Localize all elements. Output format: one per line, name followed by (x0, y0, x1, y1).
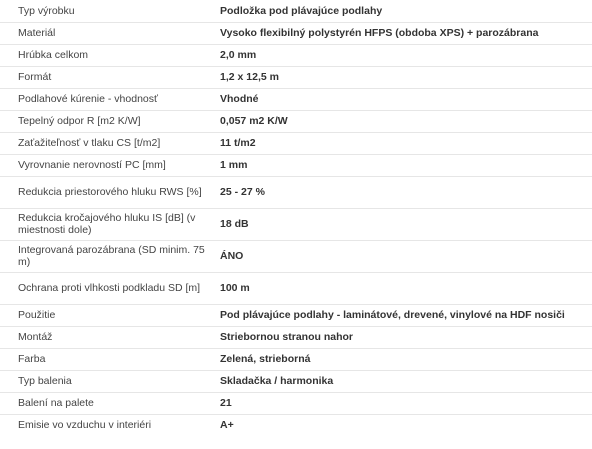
spec-value: 1,2 x 12,5 m (220, 66, 592, 88)
spec-row-material (0, 22, 592, 44)
spec-value: 11 t/m2 (220, 132, 592, 154)
spec-value: 100 m (220, 272, 592, 304)
spec-row-zatazitelnost (0, 132, 592, 154)
spec-row-typ-balenia (0, 370, 592, 392)
spec-label: Typ výrobku (0, 0, 220, 22)
spec-label: Hrúbka celkom (0, 44, 220, 66)
spec-row-vyrovnanie (0, 154, 592, 176)
spec-label: Farba (0, 348, 220, 370)
spec-row-montaz (0, 326, 592, 348)
spec-value: 0,057 m2 K/W (220, 110, 592, 132)
spec-value: Pod plávajúce podlahy - laminátové, drevené, vinylové na HDF nosiči (220, 304, 592, 326)
spec-row-emisie (0, 414, 592, 436)
spec-row-ochrana-vlhkost (0, 272, 592, 304)
spec-value: A+ (220, 419, 234, 432)
spec-row-redukcia-priestoroveho (0, 176, 592, 208)
spec-row-redukcia-krocajoveho (0, 208, 592, 240)
spec-label: Typ balenia (0, 370, 220, 392)
spec-label: Integrovaná parozábrana (SD minim. 75 m) (0, 240, 220, 272)
spec-label: Podlahové kúrenie - vhodnosť (0, 88, 220, 110)
spec-label: Materiál (0, 22, 220, 44)
spec-row-tepelny-odpor (0, 110, 592, 132)
spec-value: Vysoko flexibilný polystyrén HFPS (obdoba XPS) + parozábrana (220, 22, 592, 44)
spec-label: Vyrovnanie nerovností PC [mm] (0, 154, 220, 176)
spec-row-podlahove-kurenie (0, 88, 592, 110)
spec-label: Použitie (0, 304, 220, 326)
spec-row-hrubka (0, 44, 592, 66)
spec-value: Skladačka / harmonika (220, 370, 592, 392)
spec-row-typ-vyrobku (0, 0, 592, 22)
spec-label: Emisie vo vzduchu v interiéri (18, 419, 152, 432)
spec-label: Zaťažiteľnosť v tlaku CS [t/m2] (0, 132, 220, 154)
spec-label: Redukcia kročajového hluku IS [dB] (v miestnosti dole) (0, 208, 220, 240)
spec-label: Formát (0, 66, 220, 88)
spec-row-pouzitie (0, 304, 592, 326)
spec-row-format (0, 66, 592, 88)
spec-row-parozabrana (0, 240, 592, 272)
spec-label: Tepelný odpor R [m2 K/W] (0, 110, 220, 132)
spec-label: Redukcia priestorového hluku RWS [%] (0, 176, 220, 208)
spec-value: 18 dB (220, 208, 592, 240)
spec-row-balenie-paleta (0, 392, 592, 414)
spec-value: Striebornou stranou nahor (220, 326, 592, 348)
spec-label: Balení na palete (0, 392, 220, 414)
spec-label: Ochrana proti vlhkosti podkladu SD [m] (0, 272, 220, 304)
spec-value: Podložka pod plávajúce podlahy (220, 0, 592, 22)
spec-row-farba (0, 348, 592, 370)
spec-value: Vhodné (220, 88, 592, 110)
spec-value: 1 mm (220, 154, 592, 176)
spec-label: Montáž (0, 326, 220, 348)
spec-value: 25 - 27 % (220, 176, 592, 208)
spec-value: 21 (220, 392, 592, 414)
spec-value: Zelená, strieborná (220, 348, 592, 370)
spec-value: ÁNO (220, 240, 592, 272)
spec-value: 2,0 mm (220, 44, 592, 66)
